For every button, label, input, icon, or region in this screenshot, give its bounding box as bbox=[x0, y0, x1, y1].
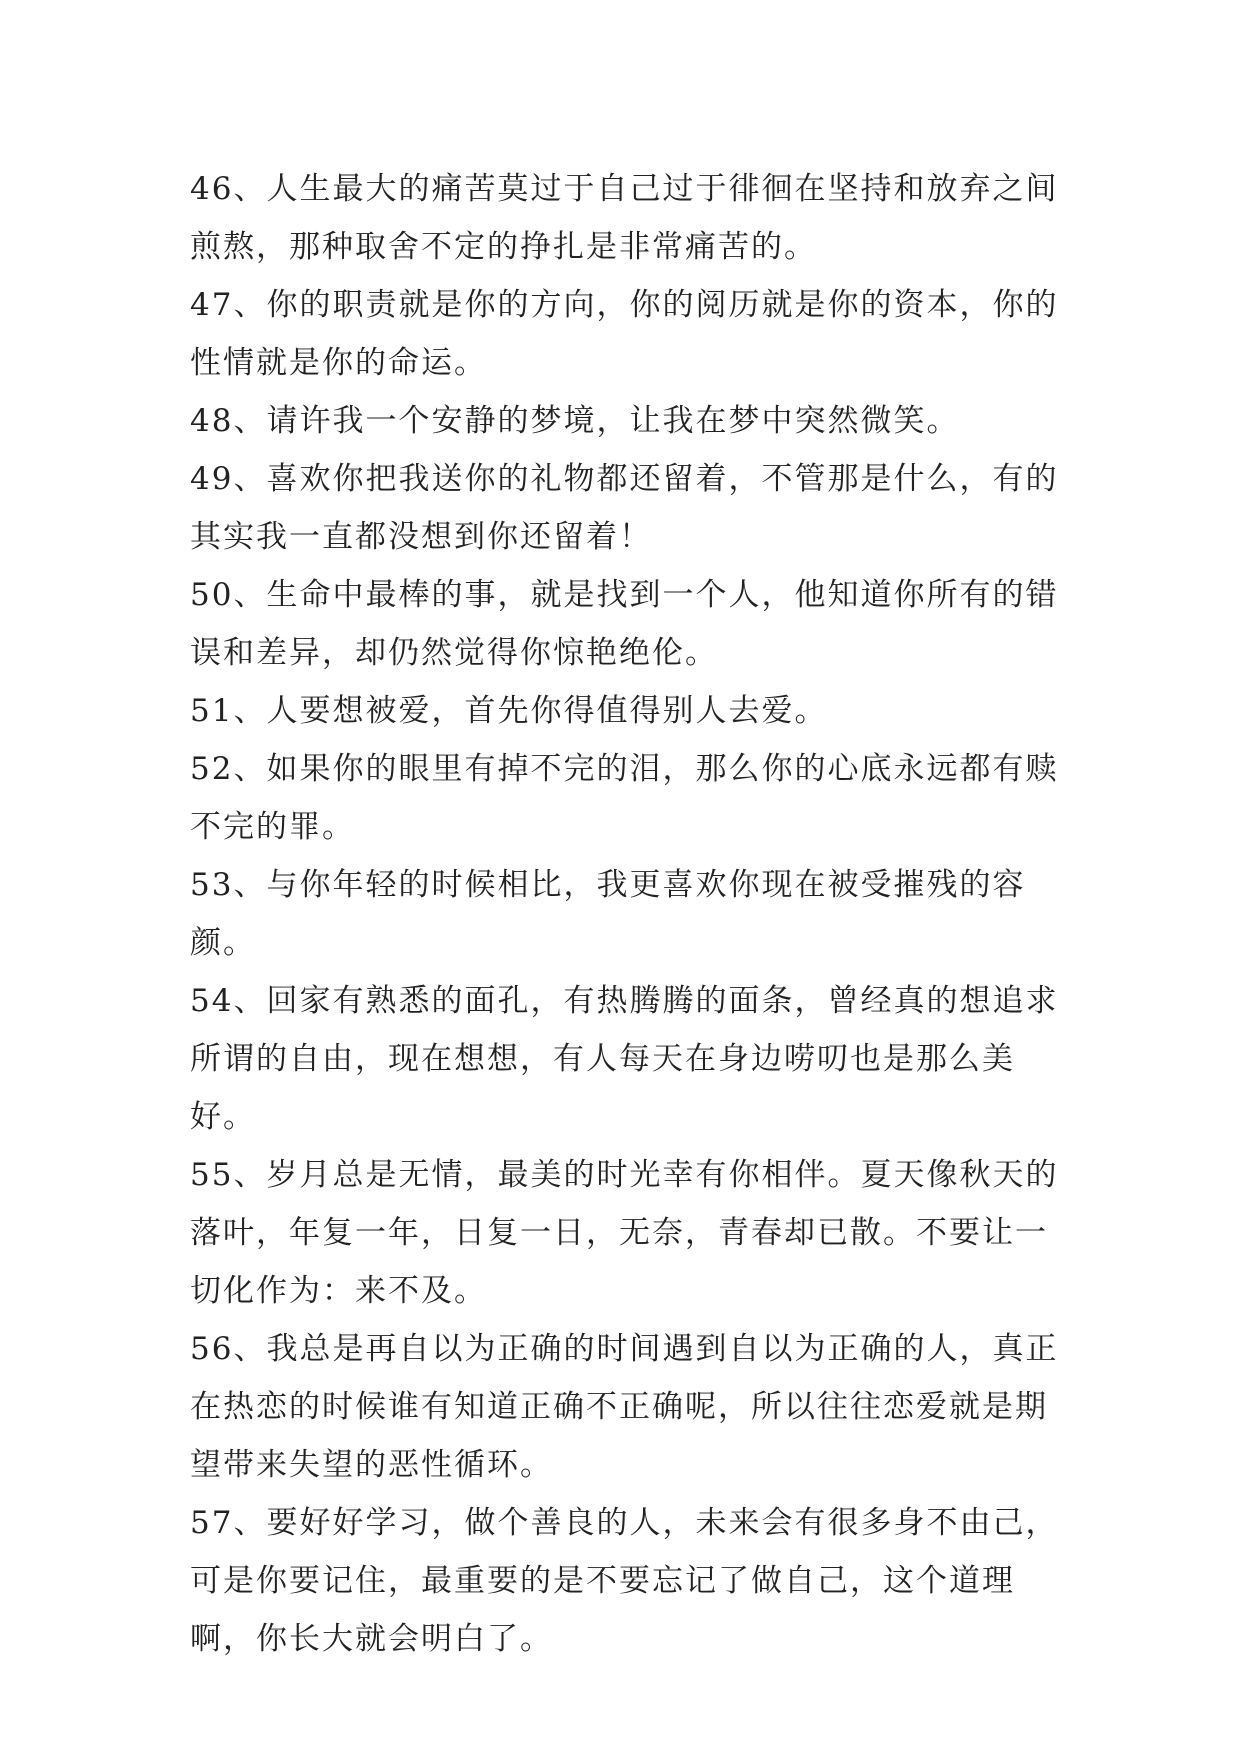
quote-entry-55 bbox=[190, 1146, 1070, 1320]
quote-entry-52 bbox=[190, 740, 1070, 856]
quote-entry-49 bbox=[190, 450, 1070, 566]
entry-number: 54 bbox=[190, 983, 234, 1019]
entry-separator: 、 bbox=[233, 693, 267, 729]
entry-number: 50 bbox=[190, 577, 234, 613]
entry-number: 56 bbox=[190, 1331, 234, 1367]
entry-text: 生命中最棒的事，就是找到一个人，他知道你所有的错误和差异，却仍然觉得你惊艳绝伦。 bbox=[190, 577, 1059, 671]
entry-number: 49 bbox=[190, 461, 234, 497]
entry-separator: 、 bbox=[233, 577, 267, 613]
quote-entry-54 bbox=[190, 972, 1070, 1146]
quote-entry-51 bbox=[190, 682, 1070, 740]
quote-entry-53 bbox=[190, 856, 1070, 972]
entry-number: 48 bbox=[190, 403, 234, 439]
quote-entry-56 bbox=[190, 1320, 1070, 1494]
quote-entry-50 bbox=[190, 566, 1070, 682]
quote-entry-47 bbox=[190, 276, 1070, 392]
entry-number: 51 bbox=[190, 693, 234, 729]
entry-text: 你的职责就是你的方向，你的阅历就是你的资本，你的性情就是你的命运。 bbox=[190, 287, 1059, 381]
entry-text: 喜欢你把我送你的礼物都还留着，不管那是什么，有的其实我一直都没想到你还留着！ bbox=[190, 461, 1059, 555]
entry-number: 46 bbox=[190, 171, 234, 207]
entry-separator: 、 bbox=[233, 867, 267, 903]
entry-text: 岁月总是无情，最美的时光幸有你相伴。夏天像秋天的落叶，年复一年，日复一日，无奈，青春却已散。不要让一切化作为：来不及。 bbox=[190, 1157, 1059, 1309]
entry-text: 人要想被爱，首先你得值得别人去爱。 bbox=[266, 693, 828, 729]
entry-separator: 、 bbox=[233, 403, 267, 439]
entry-number: 57 bbox=[190, 1505, 234, 1541]
entry-text: 人生最大的痛苦莫过于自己过于徘徊在坚持和放弃之间煎熬，那种取舍不定的挣扎是非常痛苦的。 bbox=[190, 171, 1059, 265]
quote-list bbox=[190, 160, 1070, 1668]
entry-separator: 、 bbox=[233, 751, 267, 787]
entry-text: 如果你的眼里有掉不完的泪，那么你的心底永远都有赎不完的罪。 bbox=[190, 751, 1059, 845]
entry-text: 我总是再自以为正确的时间遇到自以为正确的人，真正在热恋的时候谁有知道正确不正确呢，所以往往恋爱就是期望带来失望的恶性循环。 bbox=[190, 1331, 1059, 1483]
entry-separator: 、 bbox=[233, 1157, 267, 1193]
entry-number: 55 bbox=[190, 1157, 234, 1193]
entry-text: 回家有熟悉的面孔，有热腾腾的面条，曾经真的想追求所谓的自由，现在想想，有人每天在身边唠叨也是那么美好。 bbox=[190, 983, 1059, 1135]
entry-number: 47 bbox=[190, 287, 234, 323]
entry-text: 请许我一个安静的梦境，让我在梦中突然微笑。 bbox=[266, 403, 960, 439]
quote-entry-57 bbox=[190, 1494, 1070, 1668]
entry-separator: 、 bbox=[233, 171, 267, 207]
entry-separator: 、 bbox=[233, 1505, 267, 1541]
quote-entry-48 bbox=[190, 392, 1070, 450]
entry-number: 53 bbox=[190, 867, 234, 903]
entry-separator: 、 bbox=[233, 287, 267, 323]
entry-separator: 、 bbox=[233, 983, 267, 1019]
entry-number: 52 bbox=[190, 751, 234, 787]
entry-separator: 、 bbox=[233, 1331, 267, 1367]
entry-text: 与你年轻的时候相比，我更喜欢你现在被受摧残的容颜。 bbox=[190, 867, 1026, 961]
entry-separator: 、 bbox=[233, 461, 267, 497]
entry-text: 要好好学习，做个善良的人，未来会有很多身不由己，可是你要记住，最重要的是不要忘记了做自己，这个道理啊，你长大就会明白了。 bbox=[190, 1505, 1059, 1657]
quote-entry-46 bbox=[190, 160, 1070, 276]
